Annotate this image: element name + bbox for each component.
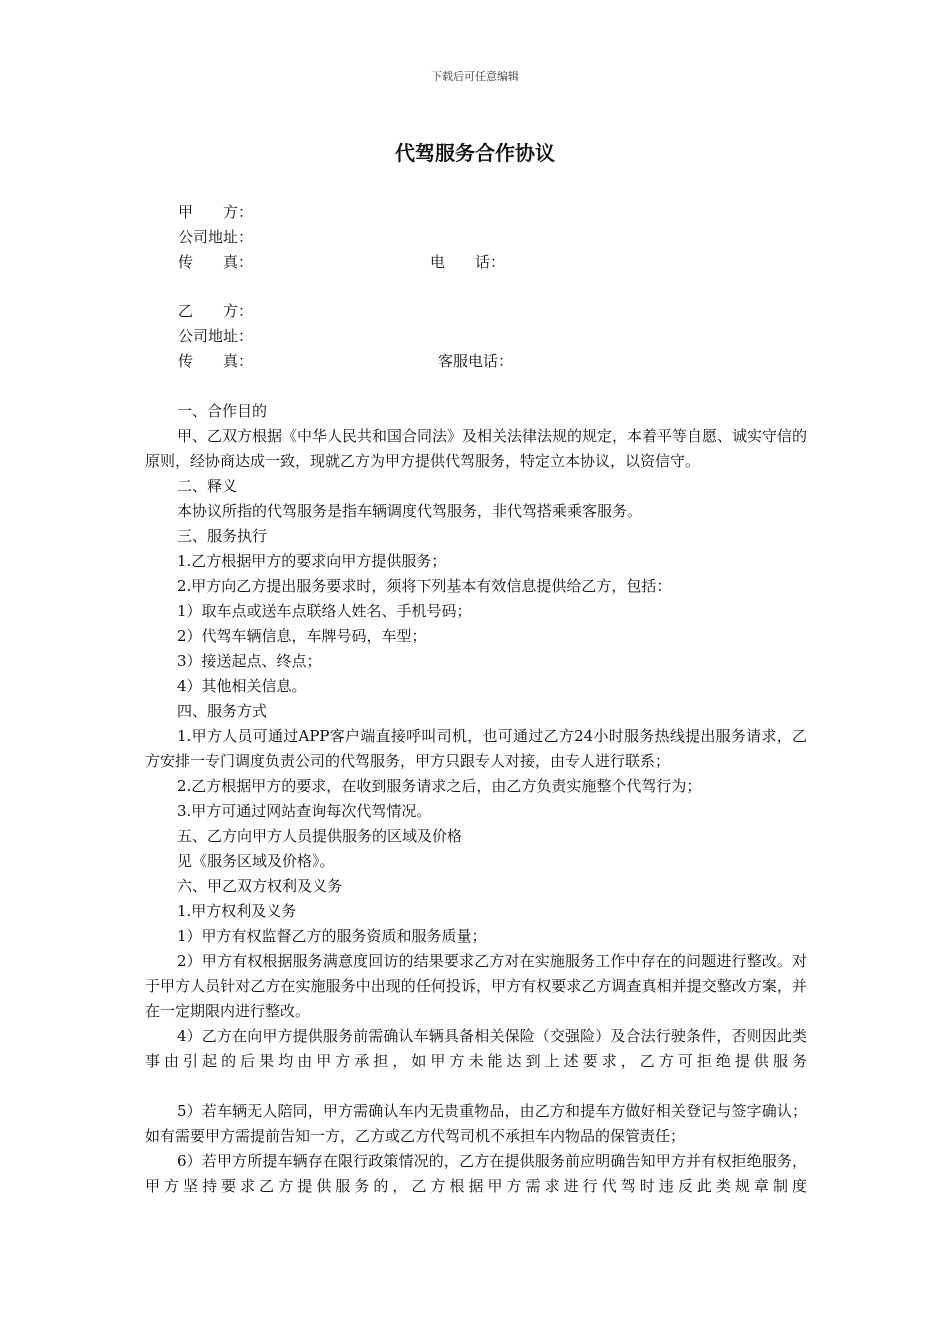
section-heading: 四、服务方式 [177,702,268,720]
list-item: 6）若甲方所提车辆存在限行政策情况的，乙方在提供服务前应明确告知甲方并有权拒绝服务，甲方坚持要求乙方提供服务的，乙方根据甲方需求进行代驾时违反此类规章制度 [145,1152,807,1195]
subsection-heading: 1.甲方权利及义务 [177,902,297,920]
section-heading: 二、释义 [177,477,238,495]
document-title: 代驾服务合作协议 [395,141,555,165]
paragraph: 本协议所指的代驾服务是指车辆调度代驾服务，非代驾搭乘乘客服务。 [177,502,643,520]
party-b-address-label: 公司地址： [178,327,254,345]
section-heading: 五、乙方向甲方人员提供服务的区域及价格 [177,827,463,845]
section-heading: 六、甲乙双方权利及义务 [177,877,343,895]
list-item: 2.甲方向乙方提出服务要求时，须将下列基本有效信息提供给乙方，包括： [177,577,672,595]
list-item: 1）甲方有权监督乙方的服务资质和服务质量； [177,927,487,945]
list-item: 3.甲方可通过网站查询每次代驾情况。 [177,802,432,820]
party-b-name-label: 乙 方： [178,302,254,320]
party-a-contact-row [178,250,818,275]
list-item: 2）甲方有权根据服务满意度回访的结果要求乙方对在实施服务工作中存在的问题进行整改。对于甲方人员针对乙方在实施服务中出现的任何投诉，甲方有权要求乙方调查真相并提交整改方案，并在一定期限内进行整改。 [145,952,807,1020]
list-item: 2）代驾车辆信息，车牌号码，车型； [177,627,427,645]
agreement-body [145,399,807,1199]
party-b-address-row [178,324,818,349]
party-a-name-label: 甲 方： [178,203,254,221]
list-item: 2.乙方根据甲方的要求，在收到服务请求之后，由乙方负责实施整个代驾行为； [177,777,702,795]
list-item: 3）接送起点、终点； [177,652,322,670]
list-item: 1.乙方根据甲方的要求向甲方提供服务； [177,552,447,570]
list-item: 4）乙方在向甲方提供服务前需确认车辆具备相关保险（交强险）及合法行驶条件，否则因此类事由引起的后果均由甲方承担，如甲方未能达到上述要求，乙方可拒绝提供服务 [145,1027,807,1070]
header-note: 下载后可任意编辑 [431,70,519,83]
paragraph: 见《服务区域及价格》。 [177,852,335,870]
party-a-address-label: 公司地址： [178,228,254,246]
party-a-fax-label: 传 真： [178,253,254,271]
parties-block [178,200,818,374]
list-item: 5）若车辆无人陪同，甲方需确认车内无贵重物品，由乙方和提车方做好相关登记与签字确认；如有需要甲方需提前告知一方，乙方或乙方代驾司机不承担车内物品的保管责任； [145,1102,807,1145]
list-item: 4）其他相关信息。 [177,677,307,695]
party-a-name-row [178,200,818,225]
party-b-contact-row [178,349,818,374]
party-b-name-row [178,299,818,324]
section-heading: 一、合作目的 [177,402,268,420]
party-a-address-row [178,225,818,250]
list-item: 1）取车点或送车点联络人姓名、手机号码； [177,602,472,620]
party-b-fax-label: 传 真： [178,352,254,370]
section-heading: 三、服务执行 [177,527,268,545]
party-b-phone-label: 客服电话： [438,352,514,370]
list-item: 1.甲方人员可通过APP客户端直接呼叫司机，也可通过乙方24小时服务热线提出服务请求，乙方安排一专门调度负责公司的代驾服务，甲方只跟专人对接，由专人进行联系； [145,727,807,770]
paragraph: 甲、乙双方根据《中华人民共和国合同法》及相关法律法规的规定，本着平等自愿、诚实守信的原则，经协商达成一致，现就乙方为甲方提供代驾服务，特定立本协议，以资信守。 [145,427,808,470]
party-a-phone-label: 电 话： [430,253,506,271]
